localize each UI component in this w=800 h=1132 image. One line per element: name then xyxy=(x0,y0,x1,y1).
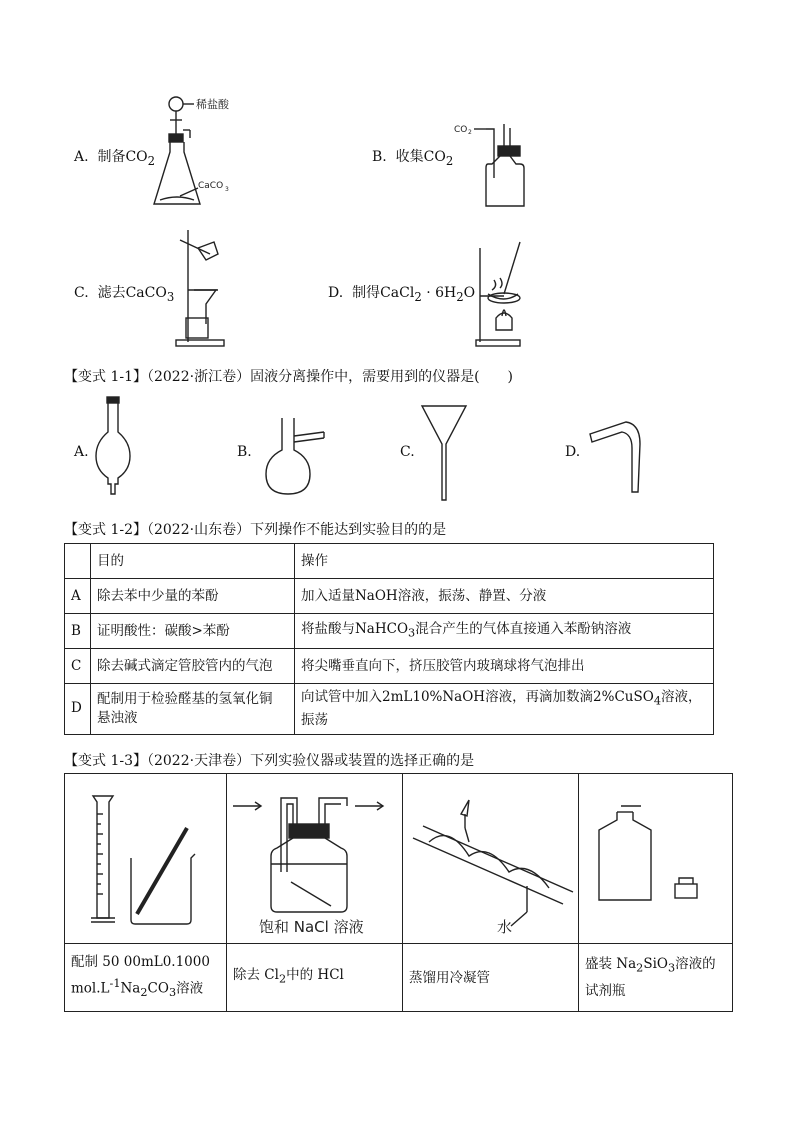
fig-cell-gas-wash xyxy=(227,774,403,944)
fig-bent-tube xyxy=(586,420,646,496)
v11-option-b: B. xyxy=(237,444,252,460)
fig-condenser xyxy=(409,794,579,940)
table-row: 配制 50 00mL0.1000 $mol.L^{-1}Na_2CO_3$溶液 除去 $Cl_2$中的 HCl 蒸馏用冷凝管 盛装 $Na_2SiO_3$溶液的 试剂瓶 xyxy=(65,944,733,1012)
v11-option-a: A. xyxy=(74,444,89,460)
table-row xyxy=(65,544,714,579)
table-row xyxy=(65,774,733,944)
fig-cylinder-beaker xyxy=(83,794,213,934)
v13-header: 【变式 1-3】（2022·天津卷）下列实验仪器或装置的选择正确的是 xyxy=(64,753,475,769)
fig-filtration xyxy=(172,228,232,348)
fig-cell-reagent-bottle xyxy=(579,774,733,944)
svg-text:CO: CO xyxy=(454,125,468,135)
option-a-text: A. 制备$CO_2$ xyxy=(74,149,156,168)
svg-text:3: 3 xyxy=(225,186,229,193)
table-row: A 除去苯中少量的苯酚 加入适量NaOH溶液，振荡、静置、分液 xyxy=(65,579,714,614)
v12-table xyxy=(64,543,714,735)
fig-cell-cylinder xyxy=(65,774,227,944)
col-op-header: 操作 xyxy=(295,544,714,579)
svg-text:饱和 NaCl 溶液: 饱和 NaCl 溶液 xyxy=(259,918,364,936)
fig-cell-condenser xyxy=(403,774,579,944)
table-row: C 除去碱式滴定管胶管内的气泡 将尖嘴垂直向下，挤压胶管内玻璃球将气泡排出 xyxy=(65,649,714,684)
fig-reagent-bottle xyxy=(589,804,719,914)
v11-header: 【变式 1-1】（2022·浙江卷）固液分离操作中，需要用到的仪器是( ) xyxy=(64,369,513,385)
v11-option-c: C. xyxy=(400,444,415,460)
v13-table xyxy=(64,773,733,1012)
fig-funnel xyxy=(420,404,470,502)
fig-flask-funnel xyxy=(150,92,260,212)
svg-text:水: 水 xyxy=(497,918,513,936)
col-goal-header: 目的 xyxy=(91,544,295,579)
v12-header: 【变式 1-2】（2022·山东卷）下列操作不能达到实验目的的是 xyxy=(64,522,447,538)
svg-text:2: 2 xyxy=(468,129,472,136)
v11-option-d: D. xyxy=(565,444,581,460)
fig-distilling-flask xyxy=(262,414,334,498)
fig-gas-wash-bottle xyxy=(231,792,401,938)
svg-text:CaCO: CaCO xyxy=(198,181,224,191)
option-d-text: D. 制得CaCl$_2$ · $6H_2O$ xyxy=(328,285,476,304)
fig-gas-bottle xyxy=(452,120,532,212)
option-c-text: C. 滤去CaCO$_3$ xyxy=(74,285,175,304)
svg-text:稀盐酸: 稀盐酸 xyxy=(196,98,229,111)
table-row: B 证明酸性：碳酸>苯酚 将盐酸与NaHCO$_3$混合产生的气体直接通入苯酚钠溶液 xyxy=(65,614,714,649)
option-b-text: B. 收集$CO_2$ xyxy=(372,149,454,168)
table-row: D 配制用于检验醛基的氢氧化铜 悬浊液 向试管中加入2mL10%NaOH溶液，再滴加数滴2%CuSO$_4$溶液， 振荡 xyxy=(65,684,714,735)
fig-separatory-funnel xyxy=(94,396,134,498)
fig-evaporation xyxy=(474,238,534,350)
